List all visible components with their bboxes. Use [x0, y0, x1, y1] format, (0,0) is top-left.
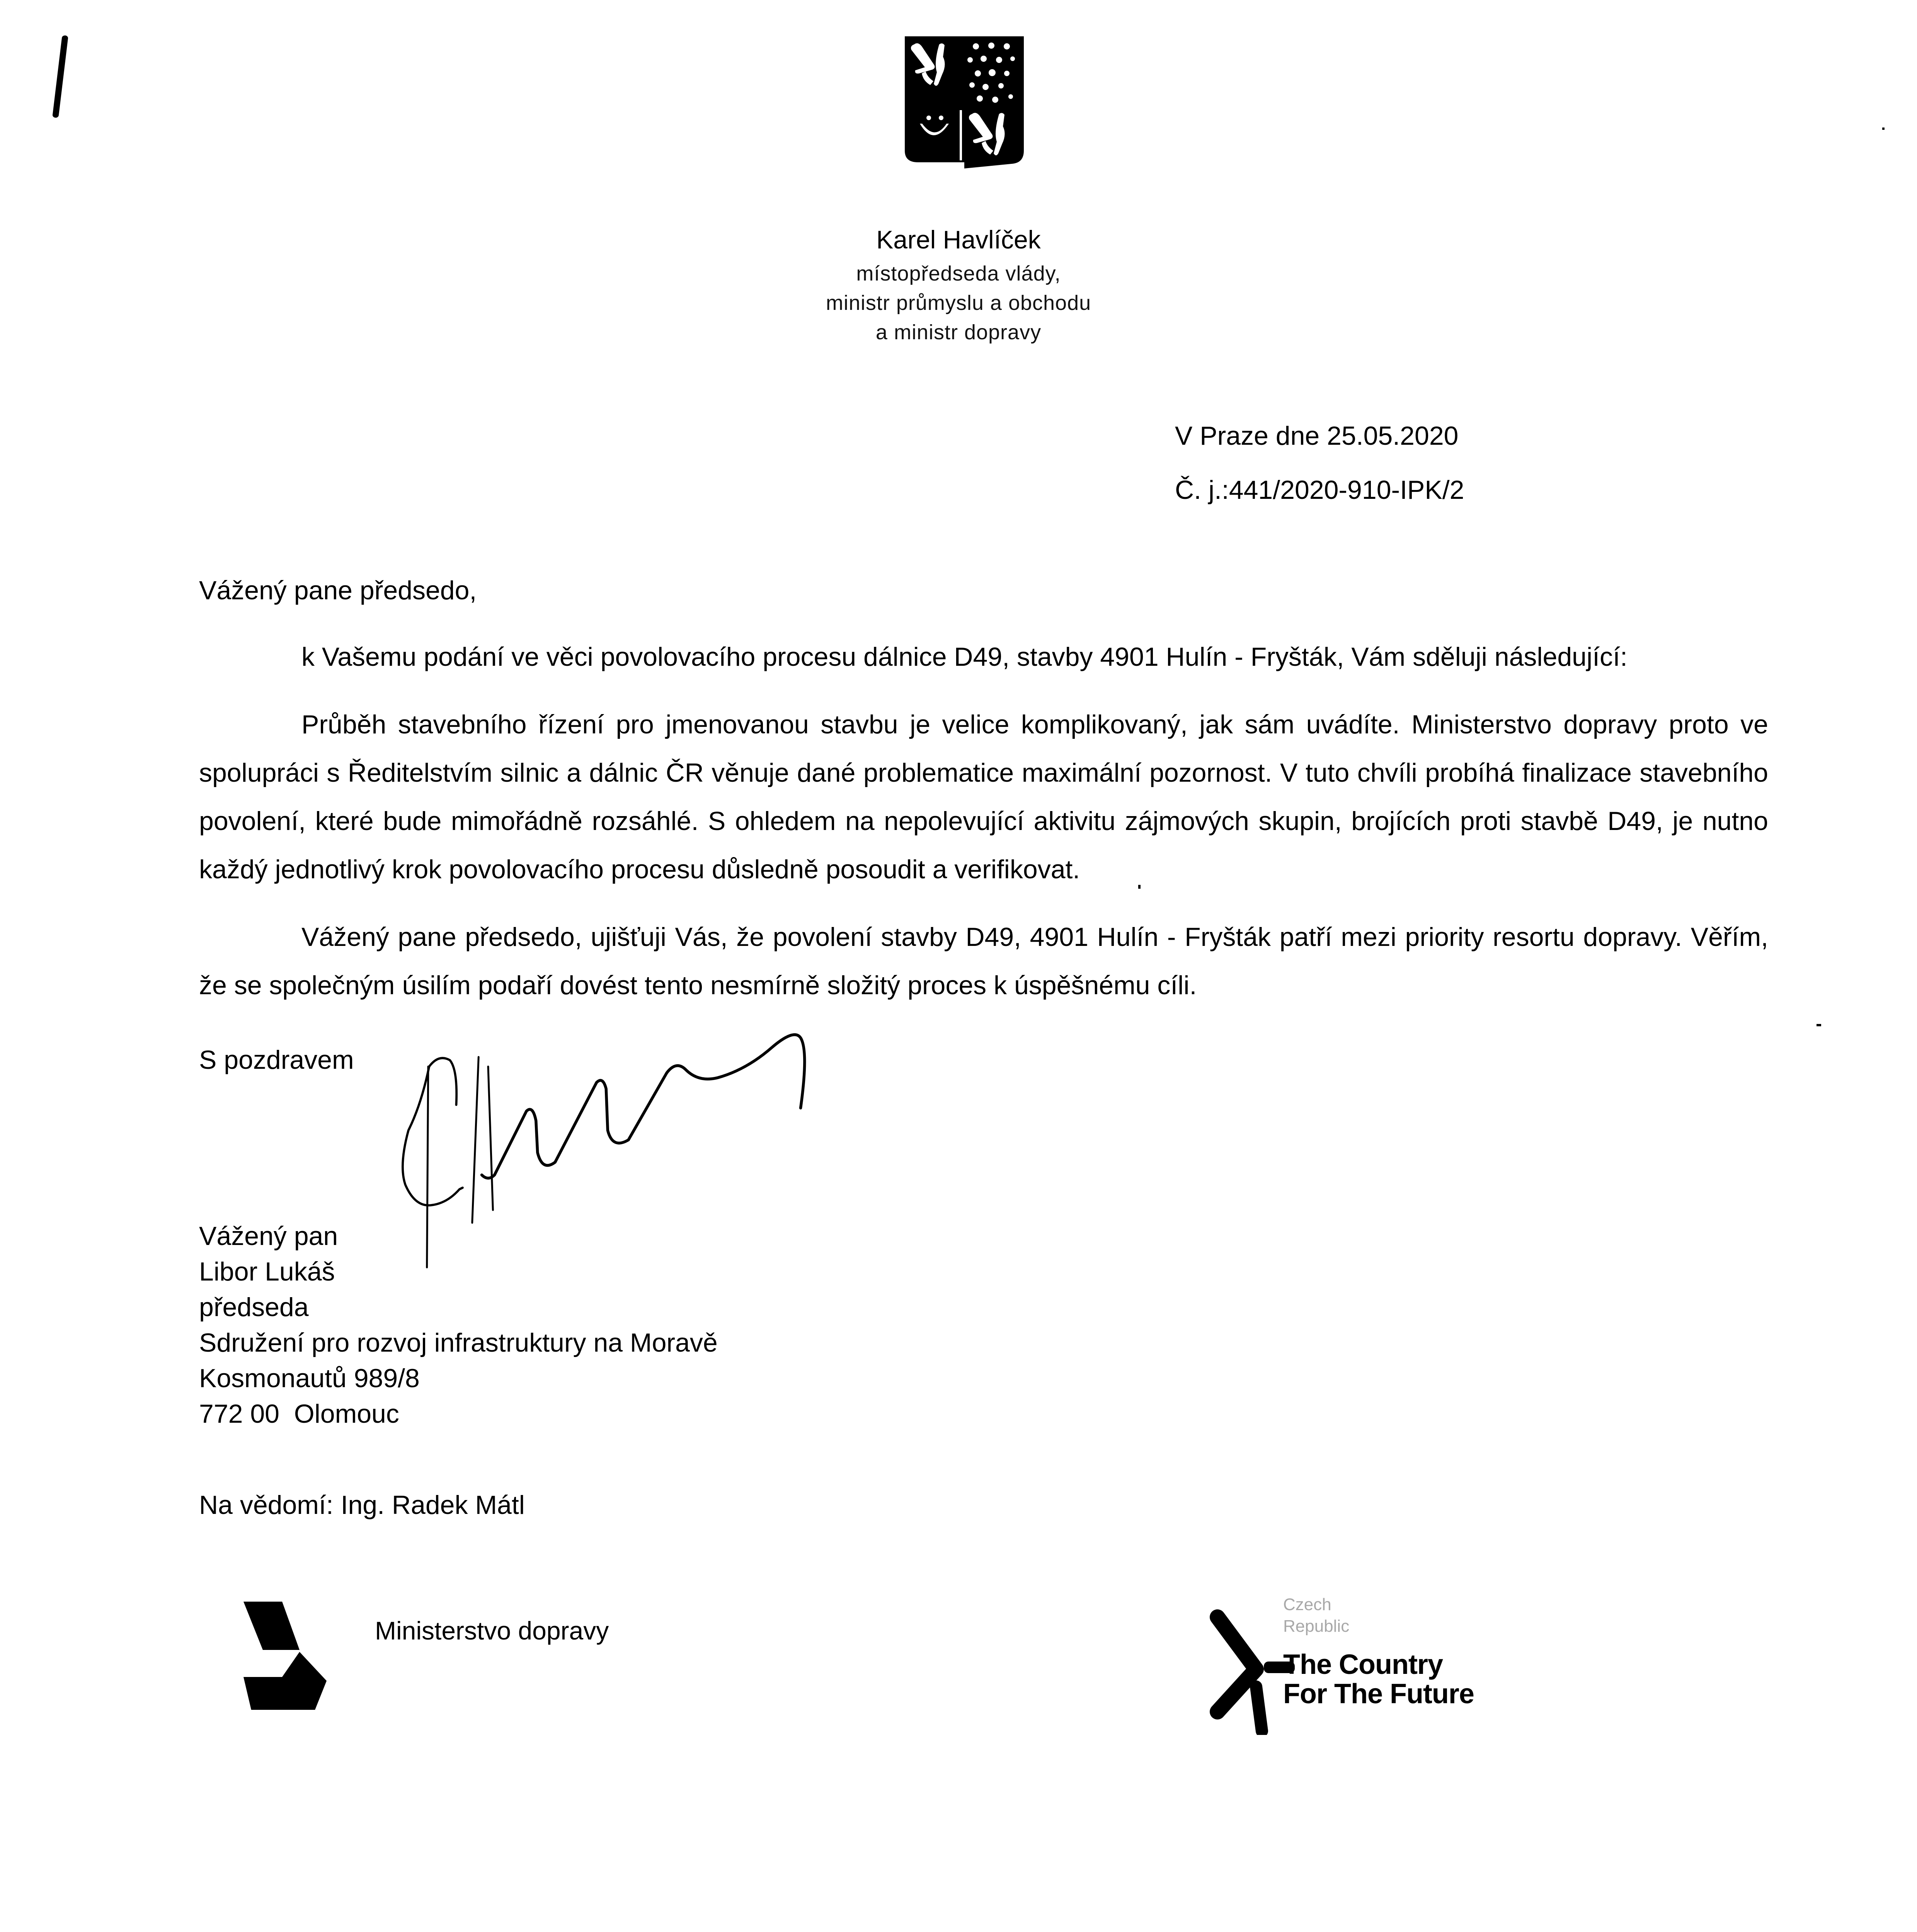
campaign-faint-line: Republic — [1283, 1617, 1350, 1636]
footer — [0, 1594, 1917, 1737]
scan-speck — [1882, 128, 1885, 130]
scan-speck — [1817, 1024, 1821, 1026]
minister-name: Karel Havlíček — [876, 225, 1041, 254]
ministry-name: Ministerstvo dopravy — [375, 1616, 609, 1645]
paragraph-main — [199, 701, 1768, 894]
cc-line: Na vědomí: Ing. Radek Mátl — [199, 1490, 525, 1520]
campaign-faint-text — [1283, 1594, 1349, 1637]
recipient-line: Kosmonautů 989/8 — [199, 1364, 420, 1393]
paragraph-intro — [199, 633, 1768, 681]
salutation: Vážený pane předsedo, — [199, 576, 477, 605]
letter-meta — [1175, 409, 1917, 517]
letterhead — [0, 220, 1917, 347]
place-date: V Praze dne 25.05.2020 — [1175, 421, 1459, 451]
minister-role: místopředseda vlády, — [856, 262, 1061, 285]
paragraph-text: k Vašemu podání ve věci povolovacího procesu dálnice D49, stavby 4901 Hulín - Fryšták, Vám sděluji následující: — [301, 642, 1628, 672]
coat-of-arms-icon — [902, 35, 1026, 170]
recipient-line: Sdružení pro rozvoj infrastruktury na Moravě — [199, 1328, 718, 1357]
paragraph-assurance — [199, 913, 1768, 1010]
recipient-line: předseda — [199, 1293, 309, 1322]
closing-block — [199, 1041, 1917, 1079]
campaign-line: The Country — [1283, 1649, 1443, 1680]
campaign-faint-line: Czech — [1283, 1595, 1331, 1614]
campaign-slogan — [1283, 1650, 1474, 1709]
closing: S pozdravem — [199, 1045, 354, 1075]
paragraph-text: Průběh stavebního řízení pro jmenovanou stavbu je velice komplikovaný, jak sám uvádíte. Ministerstvo dopravy proto ve spolupráci s Ředitelstvím silnic a dálnic ČR věnuje dané problematice maximální pozornost. V tuto chvíli probíhá finalizace stavebního povolení, které bude mimořádně rozsáhlé. S ohledem na nepolevující aktivitu zájmových skupin, brojících proti stavbě D49, je nutno každý jednotlivý krok povolovacího procesu důsledně posoudit a verifikovat. — [199, 710, 1768, 884]
minister-role: ministr průmyslu a obchodu — [826, 291, 1091, 315]
paragraph-text: Vážený pane předsedo, ujišťuji Vás, že povolení stavby D49, 4901 Hulín - Fryšták patří mezi priority resortu dopravy. Věřím, že se společným úsilím podaří dovést tento nesmírně složitý proces k úspěšnému cíli. — [199, 922, 1768, 1000]
recipient-line: Libor Lukáš — [199, 1257, 335, 1286]
minister-role: a ministr dopravy — [875, 321, 1042, 344]
reference-number: Č. j.:441/2020-910-IPK/2 — [1175, 475, 1464, 505]
recipient-line: Vážený pan — [199, 1221, 338, 1251]
recipient-line: 772 00 Olomouc — [199, 1399, 399, 1429]
signature-icon — [377, 1025, 957, 1280]
scan-speck — [1138, 885, 1141, 889]
campaign-line: For The Future — [1283, 1679, 1474, 1709]
pen-mark-icon — [50, 35, 73, 122]
ministry-logo-icon — [232, 1600, 363, 1712]
